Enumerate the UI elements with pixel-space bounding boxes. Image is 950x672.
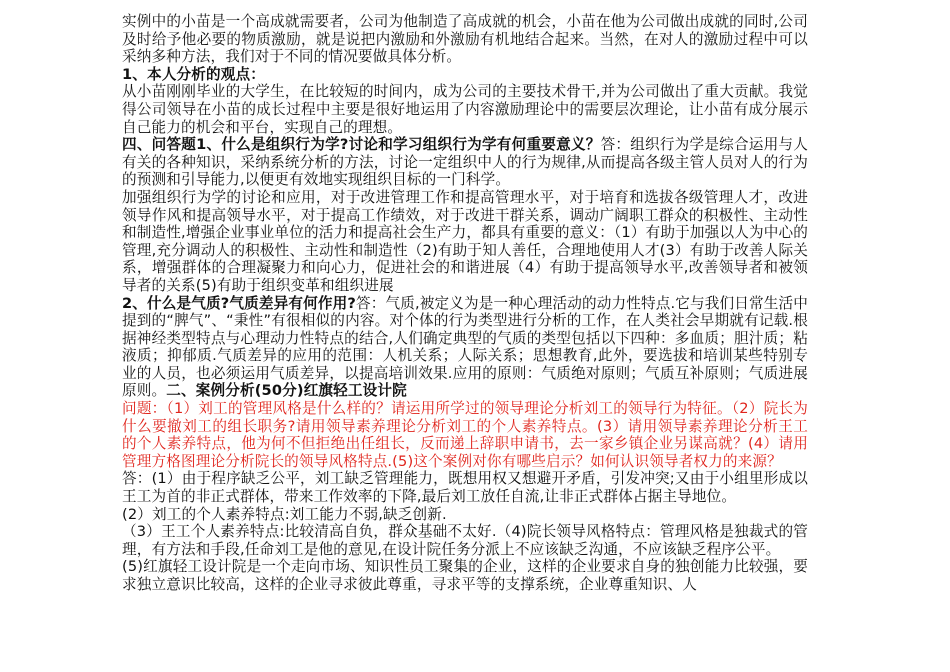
case-analysis-heading: 二、案例分析(50分)红旗轻工设计院 bbox=[166, 382, 407, 400]
temperament-answer: 答：气质,被定义为是一种心理活动的动力性特点.它与我们日常生活中提到的“脾气”、“秉性”有很相似的内容。对个体的行为类型进行分析的工作，在人类社会早期就有记载.根据神经类型特点与心理动力性特点的结合,人们确定典型的气质的类型包括以下四种：多血质；胆汁质；粘液质；抑郁质.气质差异的应用的范围：人机关系；人际关系；思想教育,此外，要选拔和培训某些特别专业的人员，也必须运用气质差异，以提高培训效果.应用的原则：气质绝对原则；气质互补原则；气质进展原则。 bbox=[122, 294, 808, 400]
paragraph-answer-1: 答：(1）由于程序缺乏公平，刘工缺乏管理能力，既想用权又想避开矛盾，引发冲突;又由于小组里形成以王工为首的非正式群体，带来工作效率的下降,最后刘工放任自流,让非正式群体占据主导地位。 bbox=[122, 470, 808, 506]
paragraph-answer-2: (2）刘工的个人素养特点:刘工能力不弱,缺乏创新. bbox=[122, 505, 447, 523]
question-4-heading: 四、问答题1、什么是组织行为学?讨论和学习组织行为学有何重要意义？ bbox=[122, 136, 601, 154]
paragraph-answer-3-4: （3）王工个人素养特点:比较清高自负，群众基础不太好.（4)院长领导风格特点：管理风格是独裁式的管理，有方法和手段,任命刘工是他的意见,在设计院任务分派上不应该缺乏沟通，不应该缺乏程序公平。 bbox=[122, 523, 808, 558]
paragraph-analysis: 从小苗刚刚毕业的大学生，在比较短的时间内，成为公司的主要技术骨干,并为公司做出了重大贡献。我觉得公司领导在小苗的成长过程中主要是很好地运用了内容激励理论中的需要层次理论，让小苗有成分展示自己能力的机会和平台，实现自己的理想。 bbox=[122, 83, 808, 136]
paragraph-question-4 bbox=[122, 136, 808, 189]
paragraph-answer-5: (5)红旗轻工设计院是一个走向市场、知识性员工聚集的企业，这样的企业要求自身的独创能力比较强，要求独立意识比较高，这样的企业寻求彼此尊重，寻求平等的支撑系统，企业尊重知识、人 bbox=[122, 558, 808, 593]
paragraph-temperament bbox=[122, 295, 808, 401]
paragraph-significance: 加强组织行为学的讨论和应用，对于改进管理工作和提高管理水平，对于培育和选拔各级管理人才，改进领导作风和提高领导水平，对于提高工作绩效，对于改进干群关系，调动广阔职工群众的积极性、主动性和制造性,增强企业事业单位的活力和提高社会生产力，都具有重要的意义：（1）有助于加强以人为中心的管理,充分调动人的积极性、主动性和制造性（2)有助于知人善任，合理地使用人才(3）有助于改善人际关系，增强群体的合理凝聚力和向心力，促进社会的和谐进展（4）有助于提高领导水平,改善领导者和被领导者的关系(5)有助于组织变革和组织进展 bbox=[122, 188, 808, 294]
paragraph-case-intro: 实例中的小苗是一个高成就需要者，公司为他制造了高成就的机会，小苗在他为公司做出成就的同时,公司及时给予他必要的物质激励，就是说把内激励和外激励有机地结合起来。当然，在对人的激励过程中可以采纳多种方法，我们对于不同的情况要做具体分析。 bbox=[122, 13, 808, 66]
document-body bbox=[122, 13, 808, 594]
question-4-answer: 答：组织行为学是综合运用与人有关的各种知识，采纳系统分析的方法，讨论一定组织中人的行为规律,从而提高各级主管人员对人的行为的预测和引导能力,以便更有效地实现组织目标的一门科学。 bbox=[122, 136, 808, 189]
temperament-heading: 2、什么是气质?气质差异有何作用? bbox=[122, 294, 356, 312]
paragraph-case-questions: 问题：（1）刘工的管理风格是什么样的？请运用所学过的领导理论分析刘工的领导行为特征。（2）院长为什么要撤刘工的组长职务?请用领导素养理论分析刘工的个人素养特点。(3）请用领导素养理论分析王工的个人素养特点，他为何不但拒绝出任组长，反而递上辞职申请书，去一家乡镇企业另谋高就？(4）请用管理方格图理论分析院长的领导风格特点.(5)这个案例对你有哪些启示？如何认识领导者权力的来源？ bbox=[122, 400, 808, 470]
heading-own-analysis: 1、本人分析的观点： bbox=[122, 65, 265, 83]
